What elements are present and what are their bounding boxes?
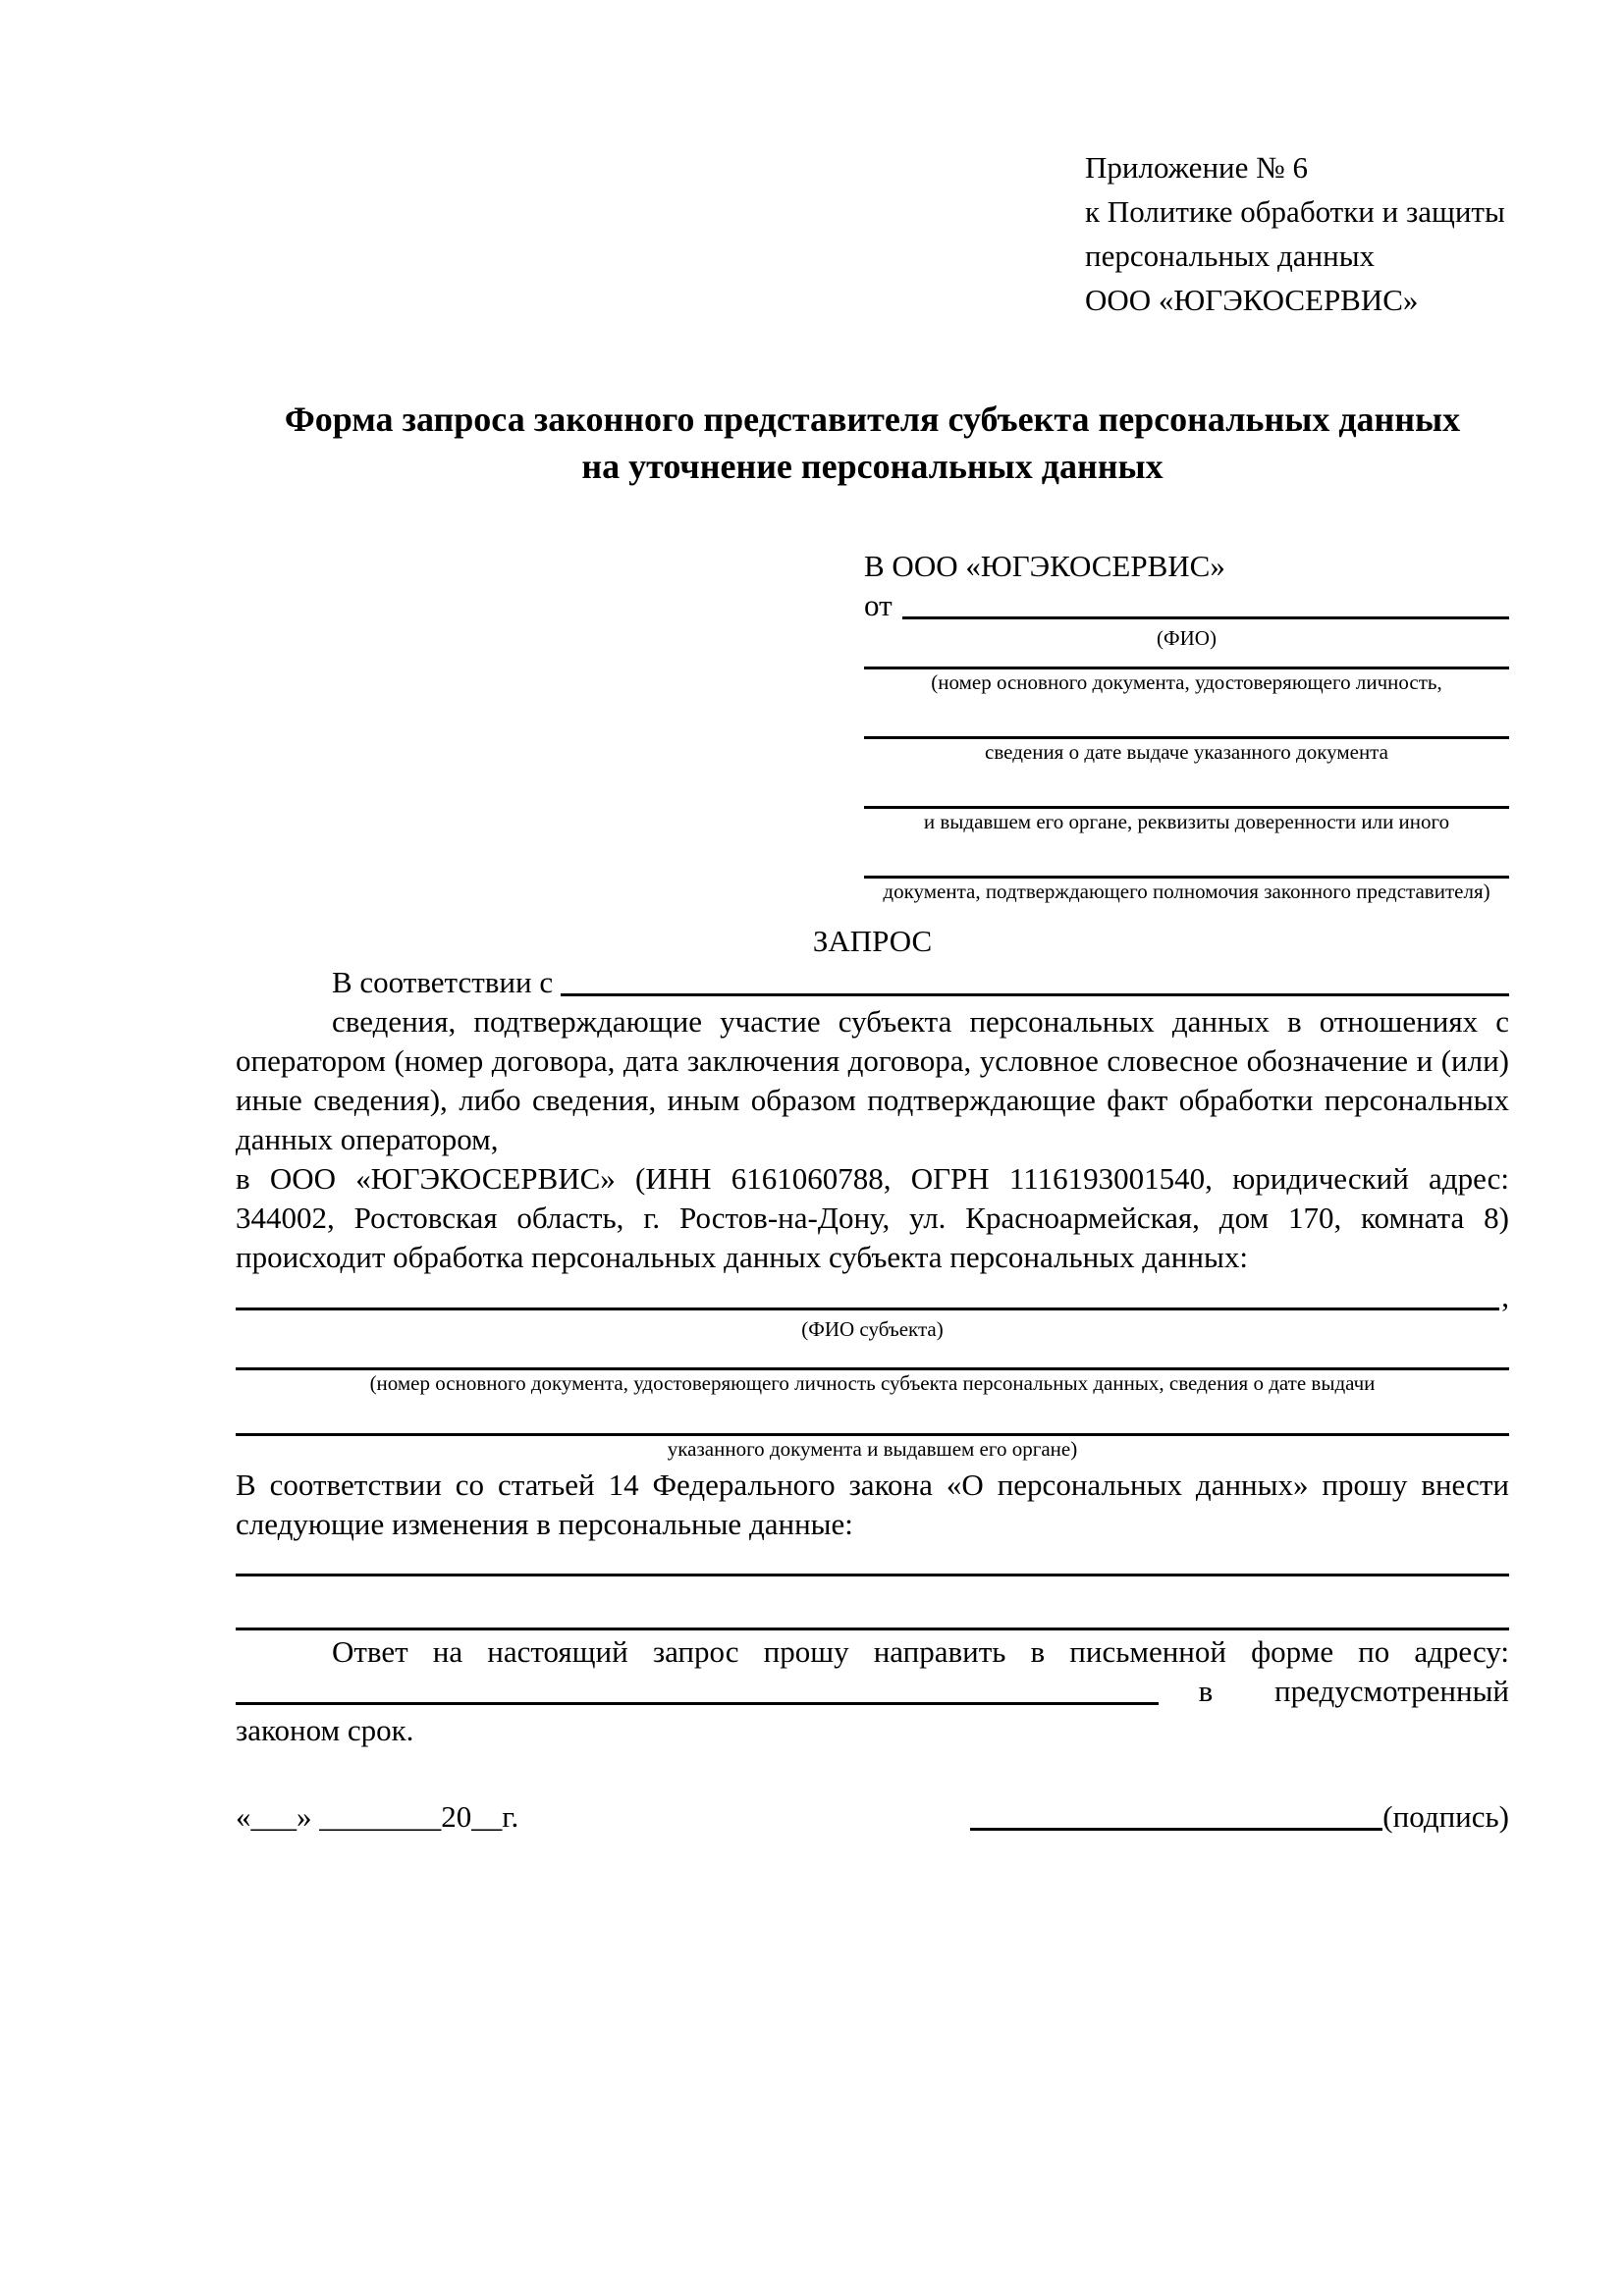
reply-address-row: [236, 1672, 1509, 1711]
operator-paragraph: в ООО «ЮГЭКОСЕРВИС» (ИНН 6161060788, ОГРН 1116193001540, юридический адрес: 344002, Ростовская область, г. Ростов-на-Дону, ул. Красноармейская, дом 170, комната 8) происходит обработка персональных данных субъекта персональных данных:: [236, 1161, 1509, 1274]
representative-document-row: [864, 806, 1509, 834]
request-heading: ЗАПРОС: [812, 924, 933, 958]
representative-fio-caption: (ФИО): [1157, 626, 1217, 650]
signature-area: [970, 1797, 1509, 1837]
legal-basis-prefix: В соответствии с: [332, 965, 554, 999]
representative-document-caption: (номер основного документа, удостоверяющего личность,: [931, 670, 1442, 694]
subject-document-caption: указанного документа и выдавшем его органе): [667, 1437, 1078, 1461]
representative-document-caption: документа, подтверждающего полномочия законного представителя): [883, 880, 1490, 903]
document-title: [236, 396, 1509, 490]
representative-name-blank-field: [902, 616, 1509, 619]
reply-address-blank-field: [236, 1702, 1159, 1705]
document-title-line-2: на уточнение персональных данных: [581, 447, 1164, 486]
subject-document-caption: (номер основного документа, удостоверяющего личность субъекта персональных данных, сведения о дате выдачи: [369, 1371, 1376, 1395]
changes-blank-field-1: [236, 1574, 1509, 1576]
subject-name-row: [236, 1277, 1509, 1316]
legal-basis-blank-field: [561, 993, 1509, 996]
addressee-organization: В ООО «ЮГЭКОСЕРВИС»: [864, 549, 1225, 583]
representative-document-row: [864, 876, 1509, 904]
legal-basis-line: [236, 963, 1509, 1002]
addressee-block: [864, 547, 1509, 904]
representative-document-caption: сведения о дате выдаче указанного документа: [985, 740, 1388, 764]
appendix-policy-ref-line-1: к Политике обработки и защиты: [1085, 194, 1505, 229]
subject-name-suffix: ,: [1501, 1279, 1509, 1313]
subject-fio-caption: (ФИО субъекта): [801, 1317, 944, 1341]
representative-document-caption: и выдавшем его органе, реквизиты доверенности или иного: [923, 810, 1450, 833]
from-line: [864, 586, 1509, 625]
representative-document-row: [864, 667, 1509, 695]
changes-blank-field-2: [236, 1628, 1509, 1630]
reply-request-line: Ответ на настоящий запрос прошу направить в письменной форме по адресу:: [332, 1634, 1509, 1669]
appendix-policy-ref-line-2: персональных данных: [1085, 239, 1376, 273]
signature-caption: (подпись): [1382, 1799, 1509, 1834]
reply-term-prefix: в предусмотренный: [1198, 1674, 1509, 1708]
appendix-company-name: ООО «ЮГЭКОСЕРВИС»: [1085, 283, 1419, 317]
law-reference-paragraph: В соответствии со статьей 14 Федерального закона «О персональных данных» прошу внести следующие изменения в персональные данные:: [236, 1468, 1509, 1541]
subject-document-row: [236, 1433, 1509, 1462]
date-signature-row: [236, 1797, 1509, 1837]
appendix-number: Приложение № 6: [1085, 150, 1308, 185]
reply-term-line: законом срок.: [236, 1713, 414, 1747]
date-line: «___» ________20__г.: [236, 1799, 519, 1834]
legal-basis-footnote: сведения, подтверждающие участие субъекта персональных данных в отношениях с оператором (номер договора, дата заключения договора, условное словесное обозначение и (или) иные сведения), либо сведения, иным образом подтверждающие факт обработки персональных данных оператором,: [236, 1004, 1509, 1156]
from-label: от: [864, 588, 893, 622]
document-title-line-1: Форма запроса законного представителя субъекта персональных данных: [284, 400, 1461, 439]
representative-document-row: [864, 736, 1509, 765]
appendix-header: [1085, 145, 1509, 322]
subject-name-blank-field: [236, 1308, 1499, 1310]
signature-blank-field: [970, 1828, 1382, 1831]
subject-document-row: [236, 1367, 1509, 1396]
